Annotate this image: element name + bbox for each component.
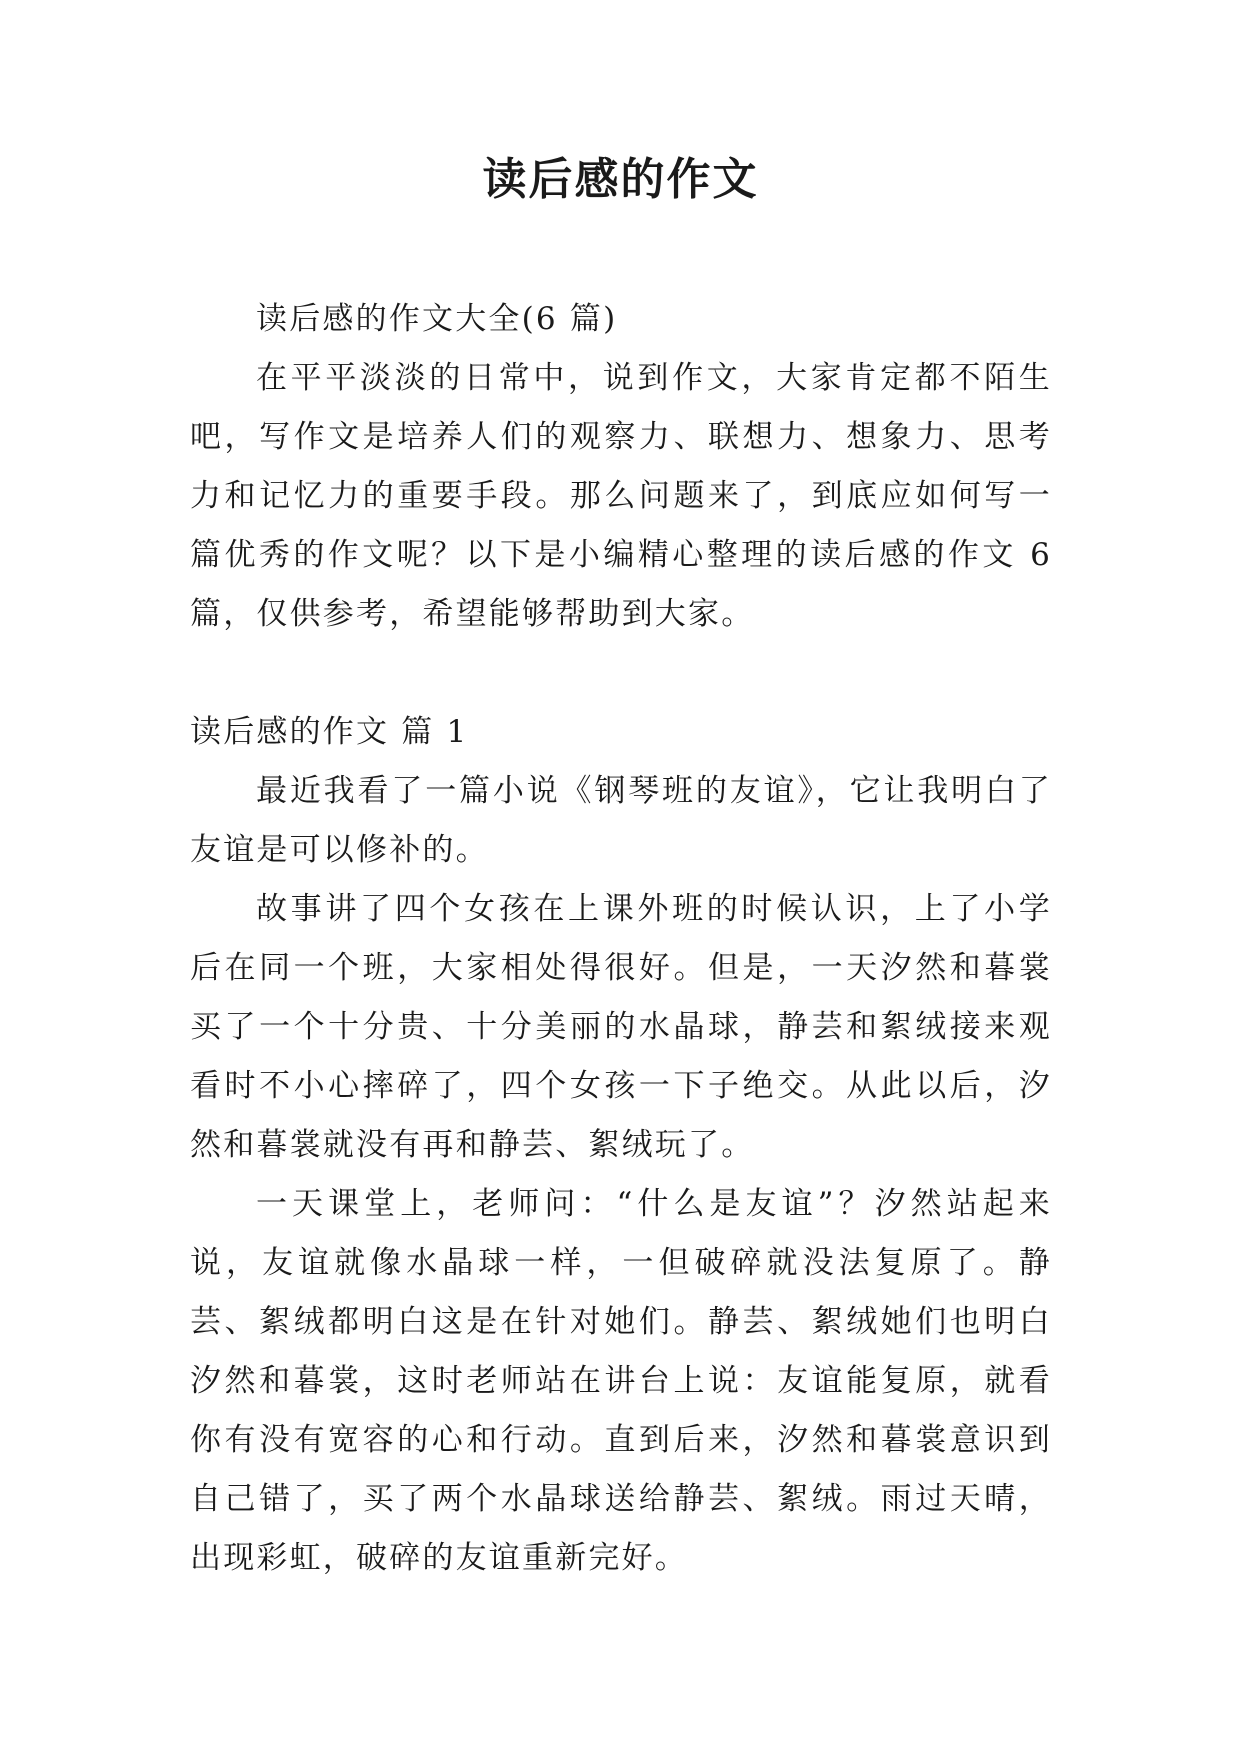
intro-paragraph: 在平平淡淡的日常中，说到作文，大家肯定都不陌生吧，写作文是培养人们的观察力、联想力、想象力、思考力和记忆力的重要手段。那么问题来了，到底应如何写一篇优秀的作文呢？以下是小编精心整理的读后感的作文 6 篇，仅供参考，希望能够帮助到大家。 bbox=[190, 360, 1052, 632]
document-title: 读后感的作文 bbox=[482, 154, 759, 205]
body-paragraph: 一天课堂上，老师问：“什么是友谊”？汐然站起来说，友谊就像水晶球一样，一但破碎就没法复原了。静芸、絮绒都明白这是在针对她们。静芸、絮绒她们也明白汐然和暮裳，这时老师站在讲台上说：友谊能复原，就看你有没有宽容的心和行动。直到后来，汐然和暮裳意识到自己错了，买了两个水晶球送给静芸、絮绒。雨过天晴，出现彩虹，破碎的友谊重新完好。 bbox=[190, 1186, 1052, 1576]
section-heading: 读后感的作文 篇 1 bbox=[190, 714, 469, 750]
collection-heading: 读后感的作文大全(6 篇) bbox=[256, 301, 618, 337]
body-paragraph: 故事讲了四个女孩在上课外班的时候认识，上了小学后在同一个班，大家相处得很好。但是，一天汐然和暮裳买了一个十分贵、十分美丽的水晶球，静芸和絮绒接来观看时不小心摔碎了，四个女孩一下子绝交。从此以后，汐然和暮裳就没有再和静芸、絮绒玩了。 bbox=[190, 891, 1052, 1163]
section-spacer bbox=[190, 644, 1052, 703]
document-body bbox=[190, 290, 1052, 1588]
body-paragraph: 最近我看了一篇小说《钢琴班的友谊》，它让我明白了友谊是可以修补的。 bbox=[190, 773, 1052, 868]
